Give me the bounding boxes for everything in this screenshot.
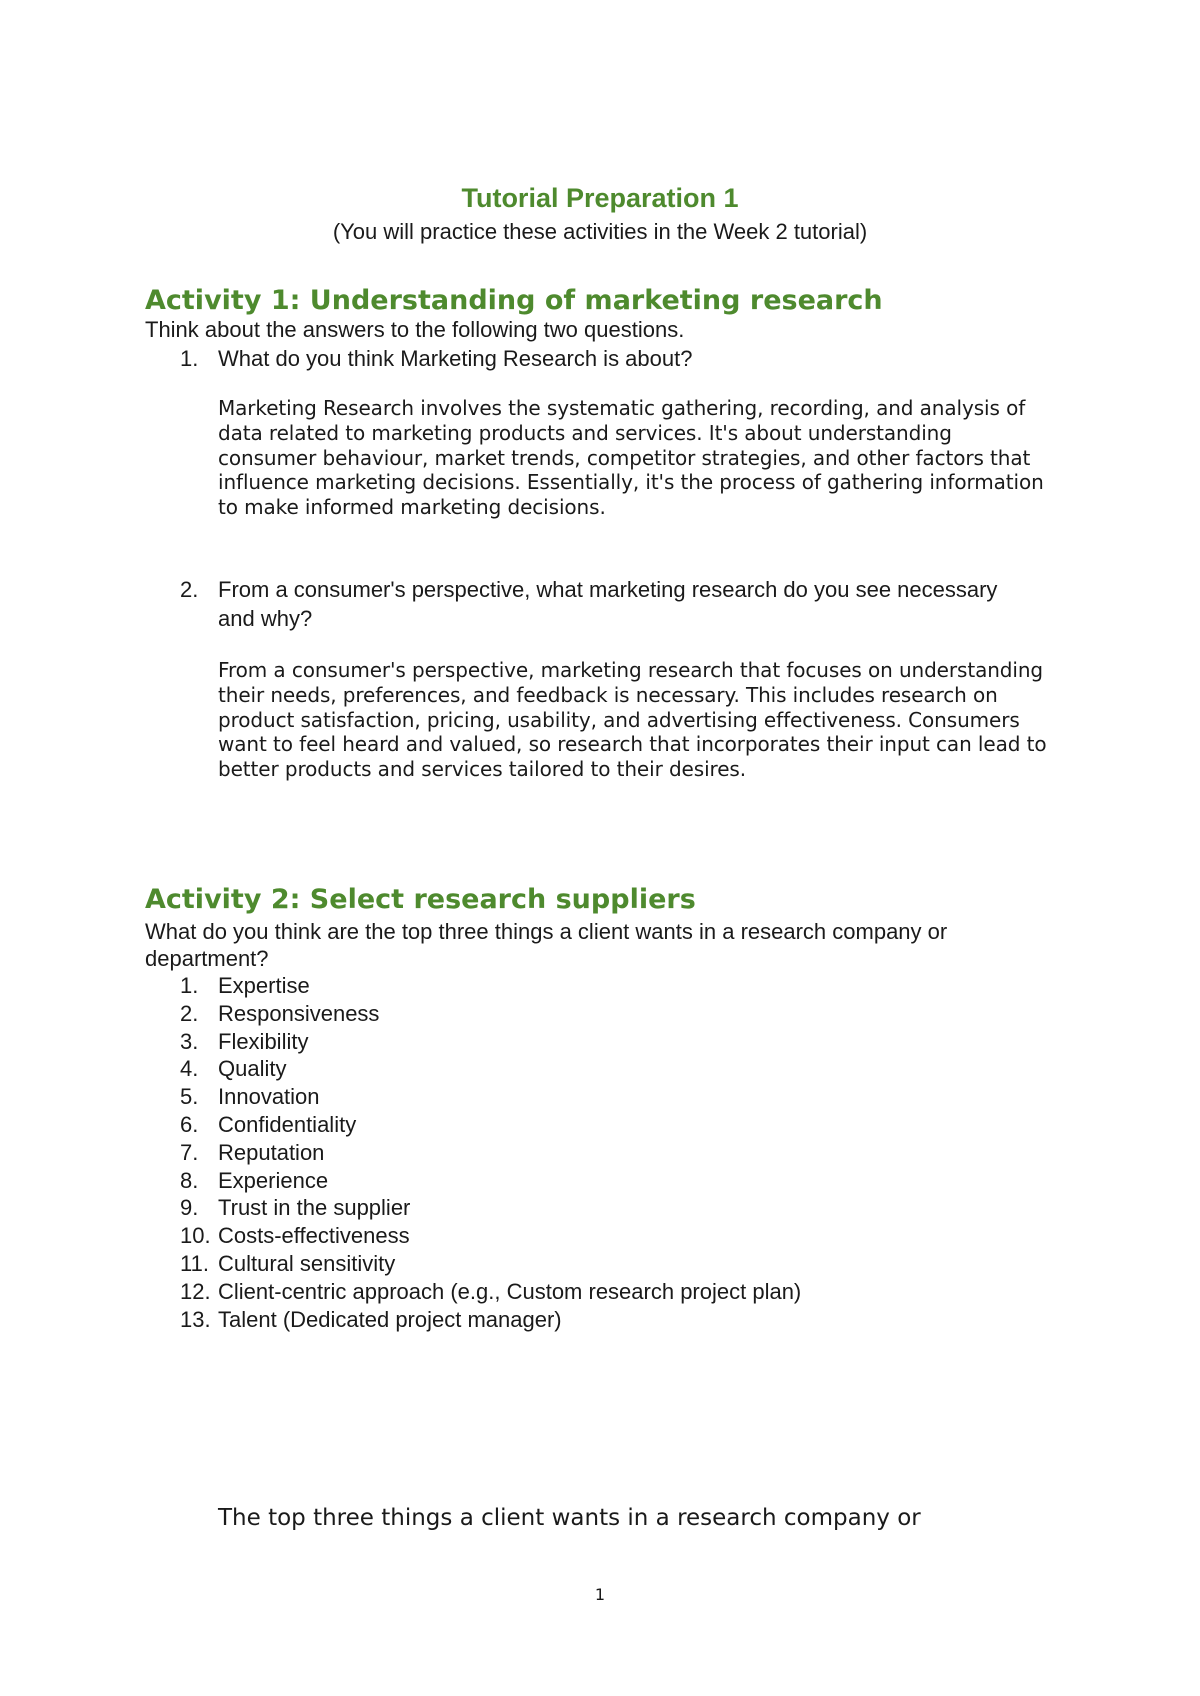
list-item: 3. Flexibility	[180, 1028, 309, 1054]
list-item: 4. Quality	[180, 1056, 287, 1082]
question-1-number: 1.	[180, 346, 199, 371]
question-1-text: What do you think Marketing Research is about?	[218, 346, 693, 371]
document-title: Tutorial Preparation 1	[461, 183, 739, 213]
question-2	[180, 575, 1040, 633]
list-item: 5. Innovation	[180, 1084, 320, 1110]
list-item: 1. Expertise	[180, 973, 310, 998]
list-item: 7. Reputation	[180, 1139, 325, 1165]
answer-2: From a consumer's perspective, marketing research that focuses on understanding their needs, preferences, and feedback is necessary. This includes research on product satisfaction, pricing, usability, and advertising effectiveness. Consumers want to feel heard and valued, so research that incorporates their input can lead to better products and services tailored to their desires.	[218, 658, 1047, 782]
page-number: 1	[594, 1585, 606, 1604]
list-item: 6. Confidentiality	[180, 1111, 357, 1137]
question-2-text: From a consumer's perspective, what marketing research do you see necessary and why?	[218, 577, 998, 631]
list-item: 8. Experience	[180, 1167, 329, 1193]
list-item: 13. Talent (Dedicated project manager)	[180, 1306, 562, 1332]
activity-2-heading: Activity 2: Select research suppliers	[145, 884, 696, 915]
closing-sentence: The top three things a client wants in a research company or	[218, 1505, 921, 1531]
list-item: 11. Cultural sensitivity	[180, 1250, 396, 1276]
question-1	[180, 344, 1040, 373]
document-subtitle: (You will practice these activities in the Week 2 tutorial)	[332, 219, 868, 244]
list-item: 2. Responsiveness	[180, 1000, 380, 1026]
activity-1-lead: Think about the answers to the following two questions.	[145, 317, 685, 342]
list-item: 10. Costs-effectiveness	[180, 1223, 410, 1249]
list-item: 9. Trust in the supplier	[180, 1195, 411, 1221]
question-2-number: 2.	[180, 577, 199, 602]
activity-2-lead: What do you think are the top three things a client wants in a research company or department?	[145, 919, 948, 971]
answer-1: Marketing Research involves the systematic gathering, recording, and analysis of data related to marketing products and services. It's about understanding consumer behaviour, market trends, competitor strategies, and other factors that influence marketing decisions. Essentially, it's the process of gathering information to make informed marketing decisions.	[218, 396, 1044, 520]
activity-1-heading: Activity 1: Understanding of marketing research	[145, 285, 883, 316]
list-item: 12. Client-centric approach (e.g., Custom research project plan)	[180, 1278, 802, 1304]
client-wants-list	[180, 972, 801, 1333]
